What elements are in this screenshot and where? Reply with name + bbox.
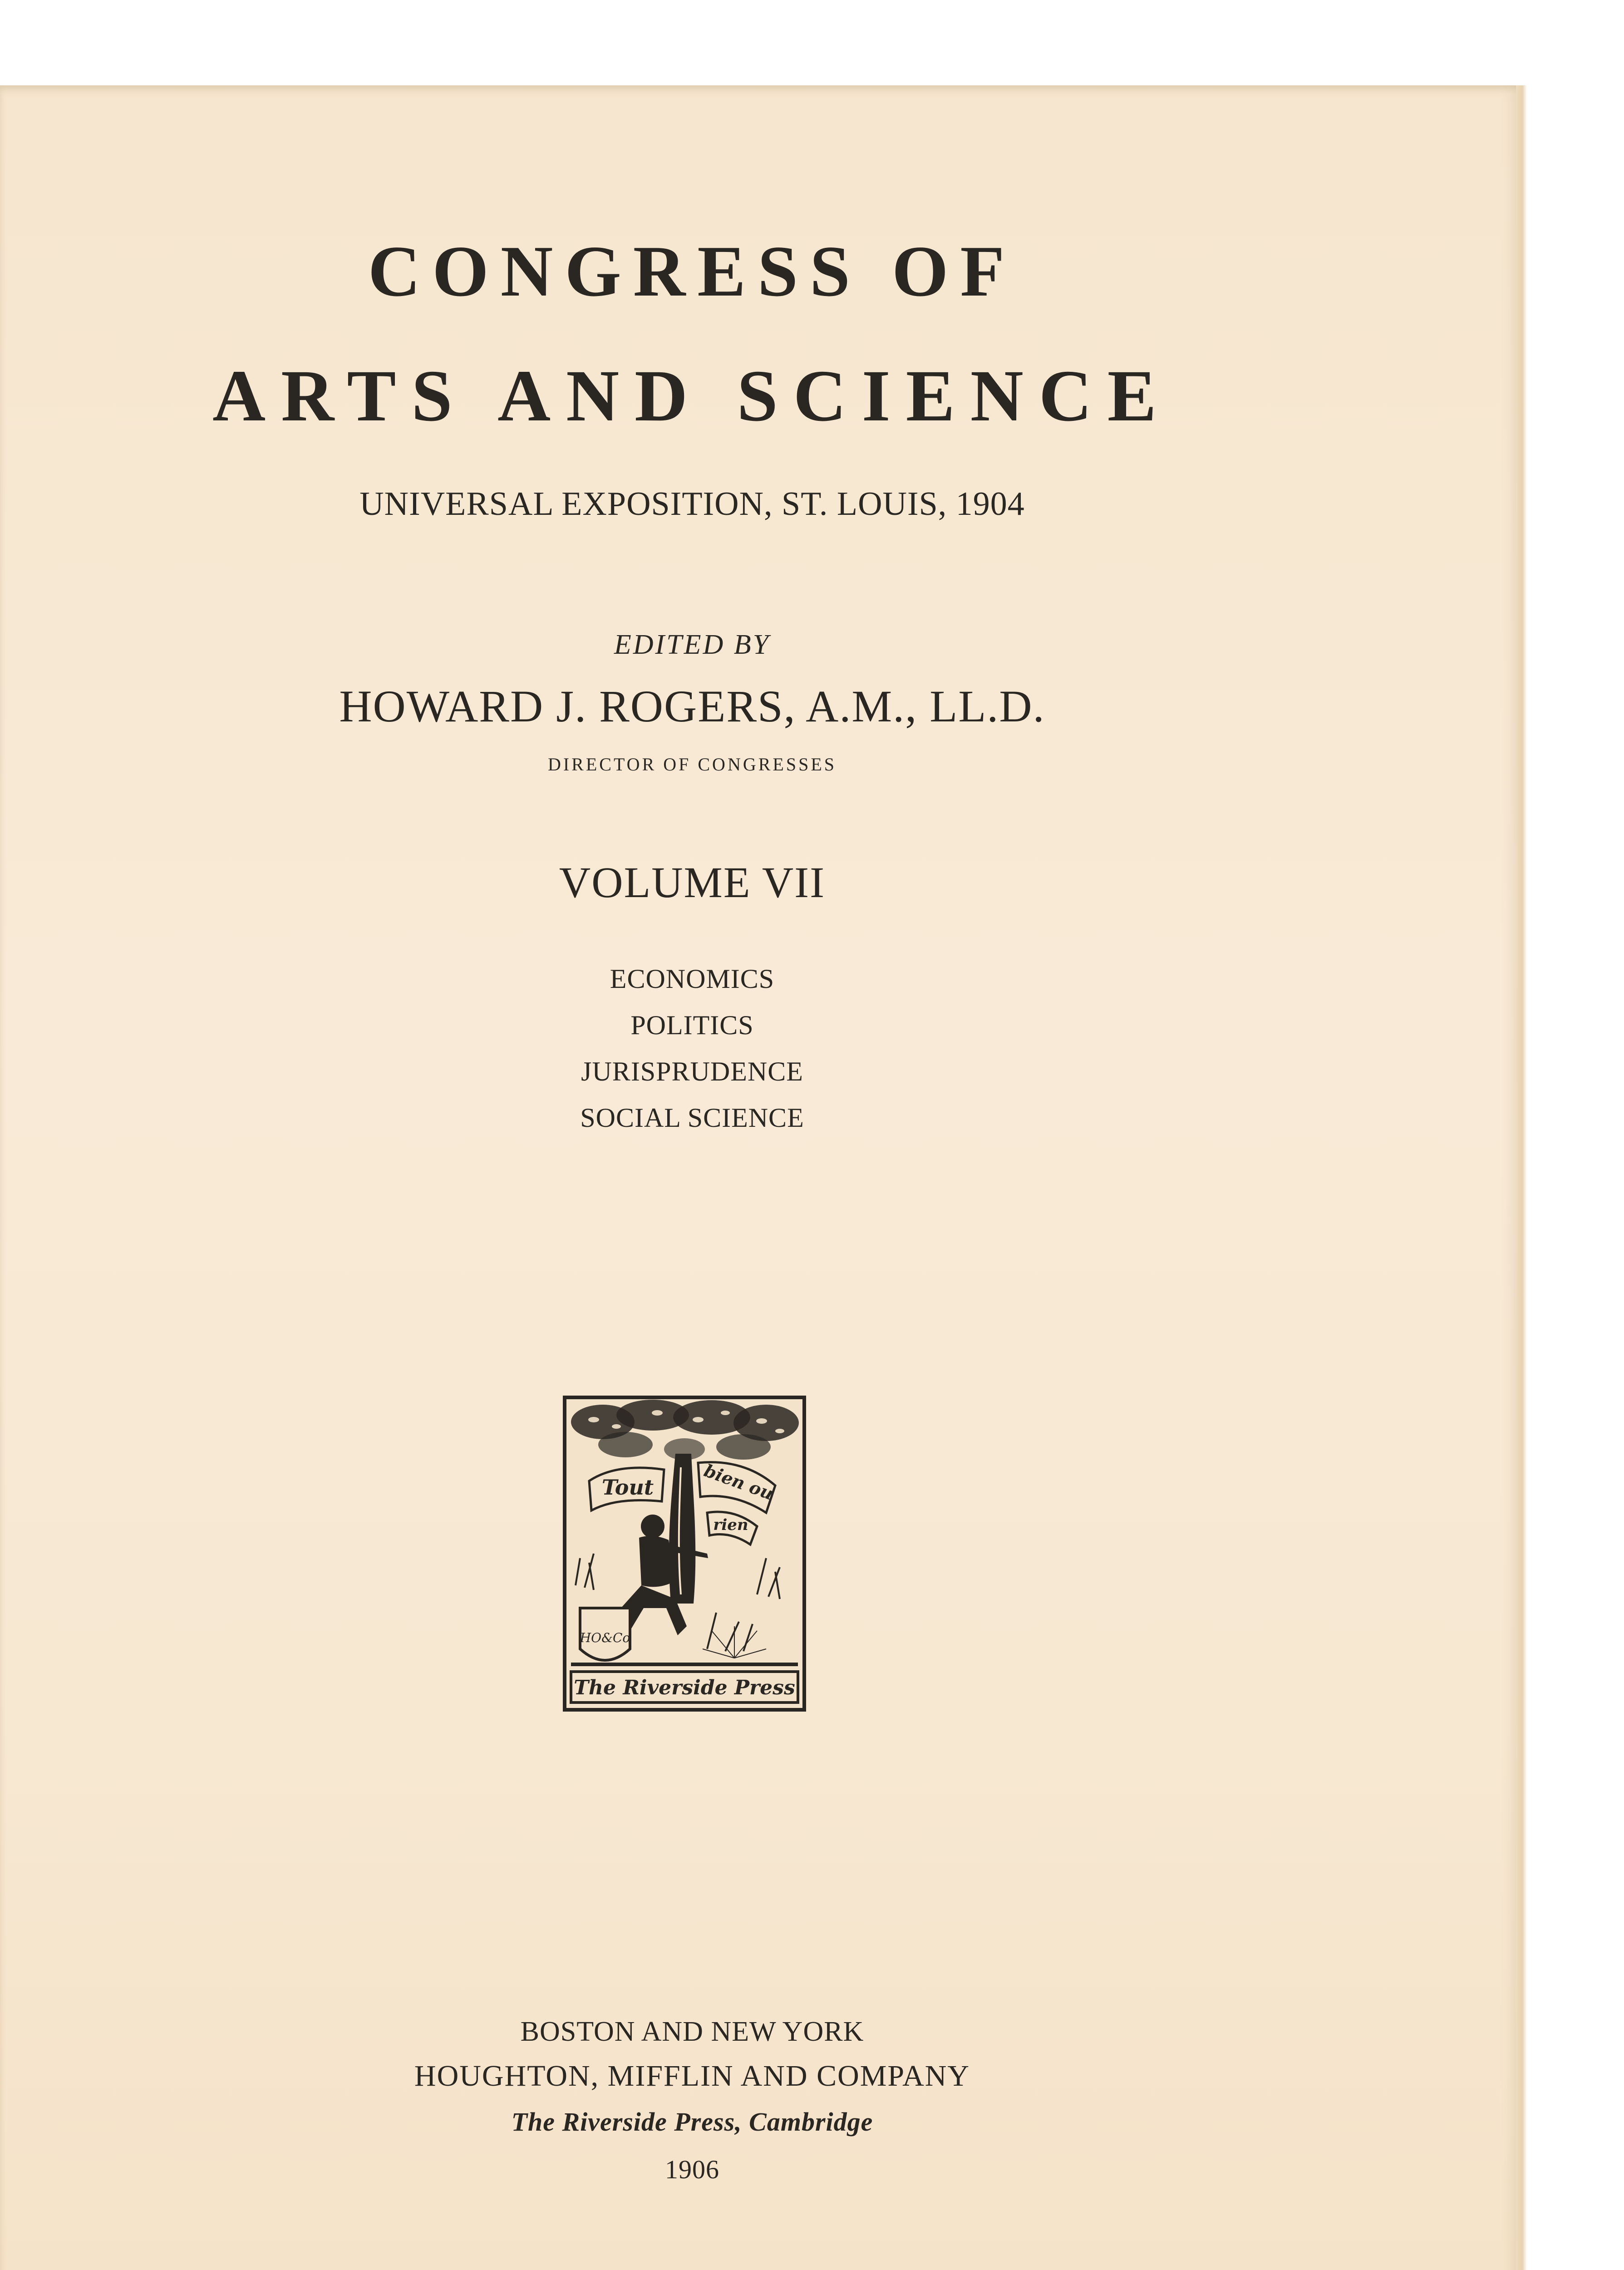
emblem-shield <box>580 1608 630 1660</box>
volume-label: VOLUME VII <box>559 858 826 907</box>
edited-by-label: EDITED BY <box>614 629 771 660</box>
emblem-banner <box>571 1672 798 1702</box>
subtitle: UNIVERSAL EXPOSITION, ST. LOUIS, 1904 <box>359 485 1025 523</box>
subject-item: JURISPRUDENCE <box>581 1056 803 1086</box>
imprint-publisher: HOUGHTON, MIFFLIN AND COMPANY <box>414 2059 970 2092</box>
subject-item: POLITICS <box>630 1010 754 1040</box>
editor-name: HOWARD J. ROGERS, A.M., LL.D. <box>339 681 1045 731</box>
emblem-monogram: HO&Co <box>580 1630 630 1645</box>
imprint-year: 1906 <box>665 2155 719 2184</box>
emblem-motto-1: Tout <box>601 1475 654 1500</box>
imprint-city: BOSTON AND NEW YORK <box>520 2016 864 2047</box>
subject-list <box>0 956 1384 1141</box>
title-line-1: CONGRESS OF <box>368 231 1017 311</box>
emblem-banner-text: The Riverside Press <box>574 1676 795 1699</box>
page-edge <box>1516 85 1527 2270</box>
subject-item: ECONOMICS <box>610 964 775 994</box>
editor-role: DIRECTOR OF CONGRESSES <box>547 754 837 775</box>
imprint-press: The Riverside Press, Cambridge <box>511 2107 873 2137</box>
subject-item: SOCIAL SCIENCE <box>580 1103 804 1133</box>
riverside-press-emblem-icon <box>562 1395 807 1712</box>
emblem-motto-3: rien <box>713 1516 748 1534</box>
title-line-2: ARTS AND SCIENCE <box>212 355 1172 437</box>
emblem-motto-2: bien ou <box>701 1460 777 1504</box>
